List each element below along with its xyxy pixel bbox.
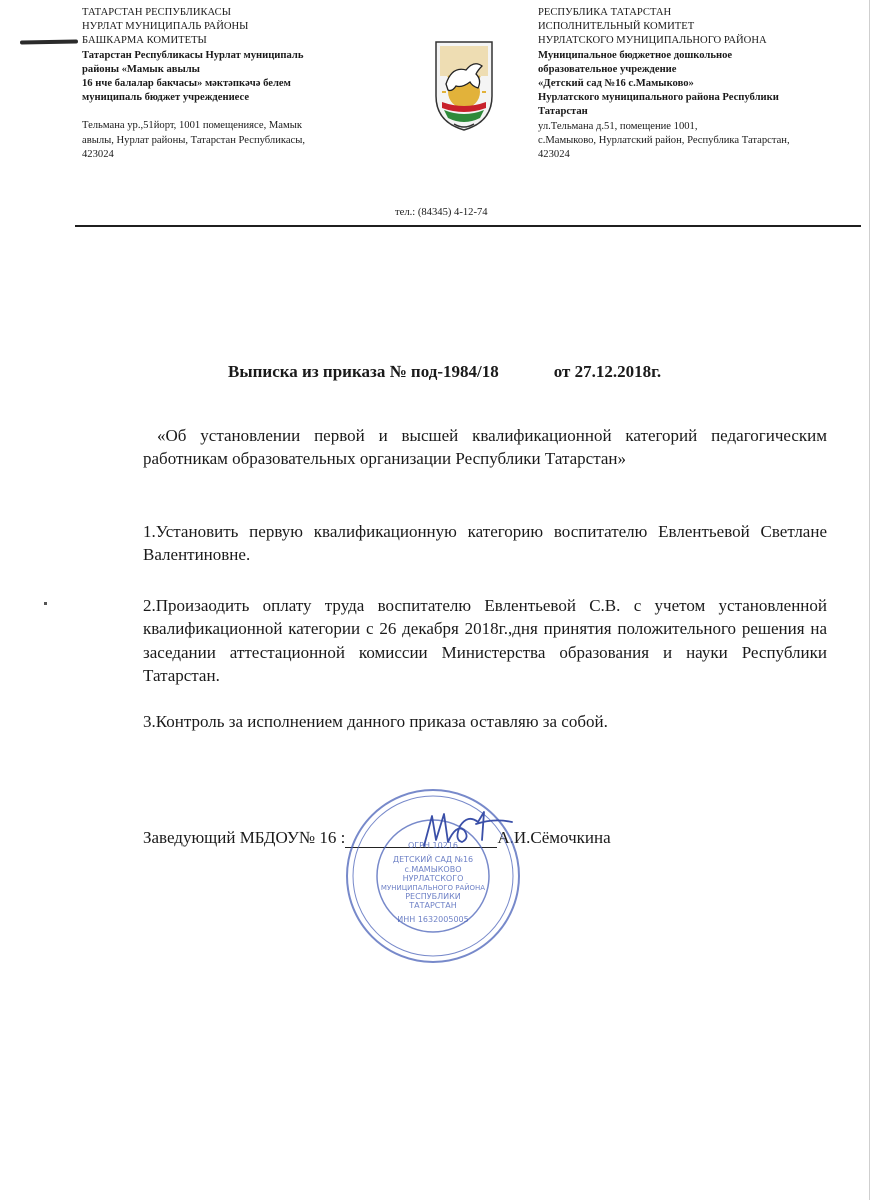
letterhead-right bbox=[538, 6, 848, 162]
letterhead-org-line: Татарстан Республикасы Нурлат муниципаль bbox=[82, 49, 304, 61]
seal-text: РЕСПУБЛИКИ bbox=[405, 892, 461, 901]
letterhead-address-line: с.Мамыково, Нурлатский район, Республика Татарстан, bbox=[538, 134, 790, 146]
letterhead-line: НУРЛАТ МУНИЦИПАЛЬ РАЙОНЫ bbox=[82, 21, 249, 33]
letterhead-address-line: 423024 bbox=[538, 149, 570, 161]
letterhead-left bbox=[82, 6, 382, 162]
letterhead-org-line: Татарстан bbox=[538, 106, 588, 118]
letterhead-line: ИСПОЛНИТЕЛЬНЫЙ КОМИТЕТ bbox=[538, 21, 695, 33]
signatory-position: Заведующий МБДОУ№ 16 : bbox=[143, 828, 346, 847]
scan-artifact bbox=[44, 602, 47, 605]
letterhead-org-line: муниципаль бюджет учреждениесе bbox=[82, 92, 250, 104]
letterhead-org-line: 16 нче балалар бакчасы» мәктәпкәчә белем bbox=[82, 78, 291, 90]
scan-edge bbox=[869, 0, 870, 1200]
order-subject: «Об установлении первой и высшей квалификационной категорий педагогическим работникам образовательных организации Республики Татарстан» bbox=[143, 426, 827, 469]
order-item-3: 3.Контроль за исполнением данного приказа оставляю за собой. bbox=[143, 712, 608, 731]
seal-text: с.МАМЫКОВО bbox=[404, 865, 462, 874]
seal-text: ТАТАРСТАН bbox=[409, 901, 457, 910]
letterhead-phone: тел.: (84345) 4-12-74 bbox=[395, 207, 488, 218]
letterhead-address-line: Тельмана ур.,51йорт, 1001 помещениясе, Мамык bbox=[82, 120, 302, 132]
seal-text: НУРЛАТСКОГО bbox=[402, 874, 464, 883]
letterhead-address-line: ул.Тельмана д.51, помещение 1001, bbox=[538, 120, 698, 132]
letterhead-org-line: Муниципальное бюджетное дошкольное bbox=[538, 49, 733, 61]
scan-artifact bbox=[20, 39, 78, 44]
document-title bbox=[228, 362, 661, 382]
handwritten-signature bbox=[418, 804, 518, 854]
order-number: Выписка из приказа № под-1984/18 bbox=[228, 362, 499, 381]
order-date: от 27.12.2018г. bbox=[553, 362, 662, 381]
order-item-2: 2.Произаодить оплату труда воспитателю Евлентьевой С.В. с учетом установленной квалификационной категории с 26 декабря 2018г.,дня принятия положительного решения на заседании аттестационной комиссии Министерства образования и науки Республики Татарстан. bbox=[143, 596, 827, 685]
seal-text: ОГРН 10216 bbox=[407, 841, 459, 850]
coat-of-arms-icon bbox=[428, 36, 500, 134]
signatory-name: А.И.Сёмочкина bbox=[497, 828, 611, 847]
letterhead-address-line: авылы, Нурлат районы, Татарстан Республикасы, bbox=[82, 134, 306, 146]
order-item-1: 1.Установить первую квалификационную категорию воспитателю Евлентьевой Светлане Валентиновне. bbox=[143, 522, 827, 565]
letterhead-org-line: Нурлатского муниципального района Республики bbox=[538, 92, 779, 104]
letterhead-org-line: «Детский сад №16 с.Мамыково» bbox=[538, 78, 694, 90]
letterhead-line: РЕСПУБЛИКА ТАТАРСТАН bbox=[538, 7, 672, 18]
letterhead-address-line: 423024 bbox=[82, 148, 114, 160]
letterhead-org-line: образовательное учреждение bbox=[538, 63, 677, 75]
seal-text: МУНИЦИПАЛЬНОГО РАЙОНА bbox=[380, 884, 486, 892]
letterhead-divider bbox=[75, 225, 861, 227]
letterhead-line: БАШКАРМА КОМИТЕТЫ bbox=[82, 35, 207, 47]
seal-text: ИНН 1632005005 bbox=[397, 915, 469, 924]
letterhead-org-line: районы «Мамык авылы bbox=[82, 63, 200, 75]
seal-text: ДЕТСКИЙ САД №16 bbox=[392, 855, 474, 864]
letterhead-line: ТАТАРСТАН РЕСПУБЛИКАСЫ bbox=[82, 7, 231, 18]
letterhead-line: НУРЛАТСКОГО МУНИЦИПАЛЬНОГО РАЙОНА bbox=[538, 35, 767, 47]
